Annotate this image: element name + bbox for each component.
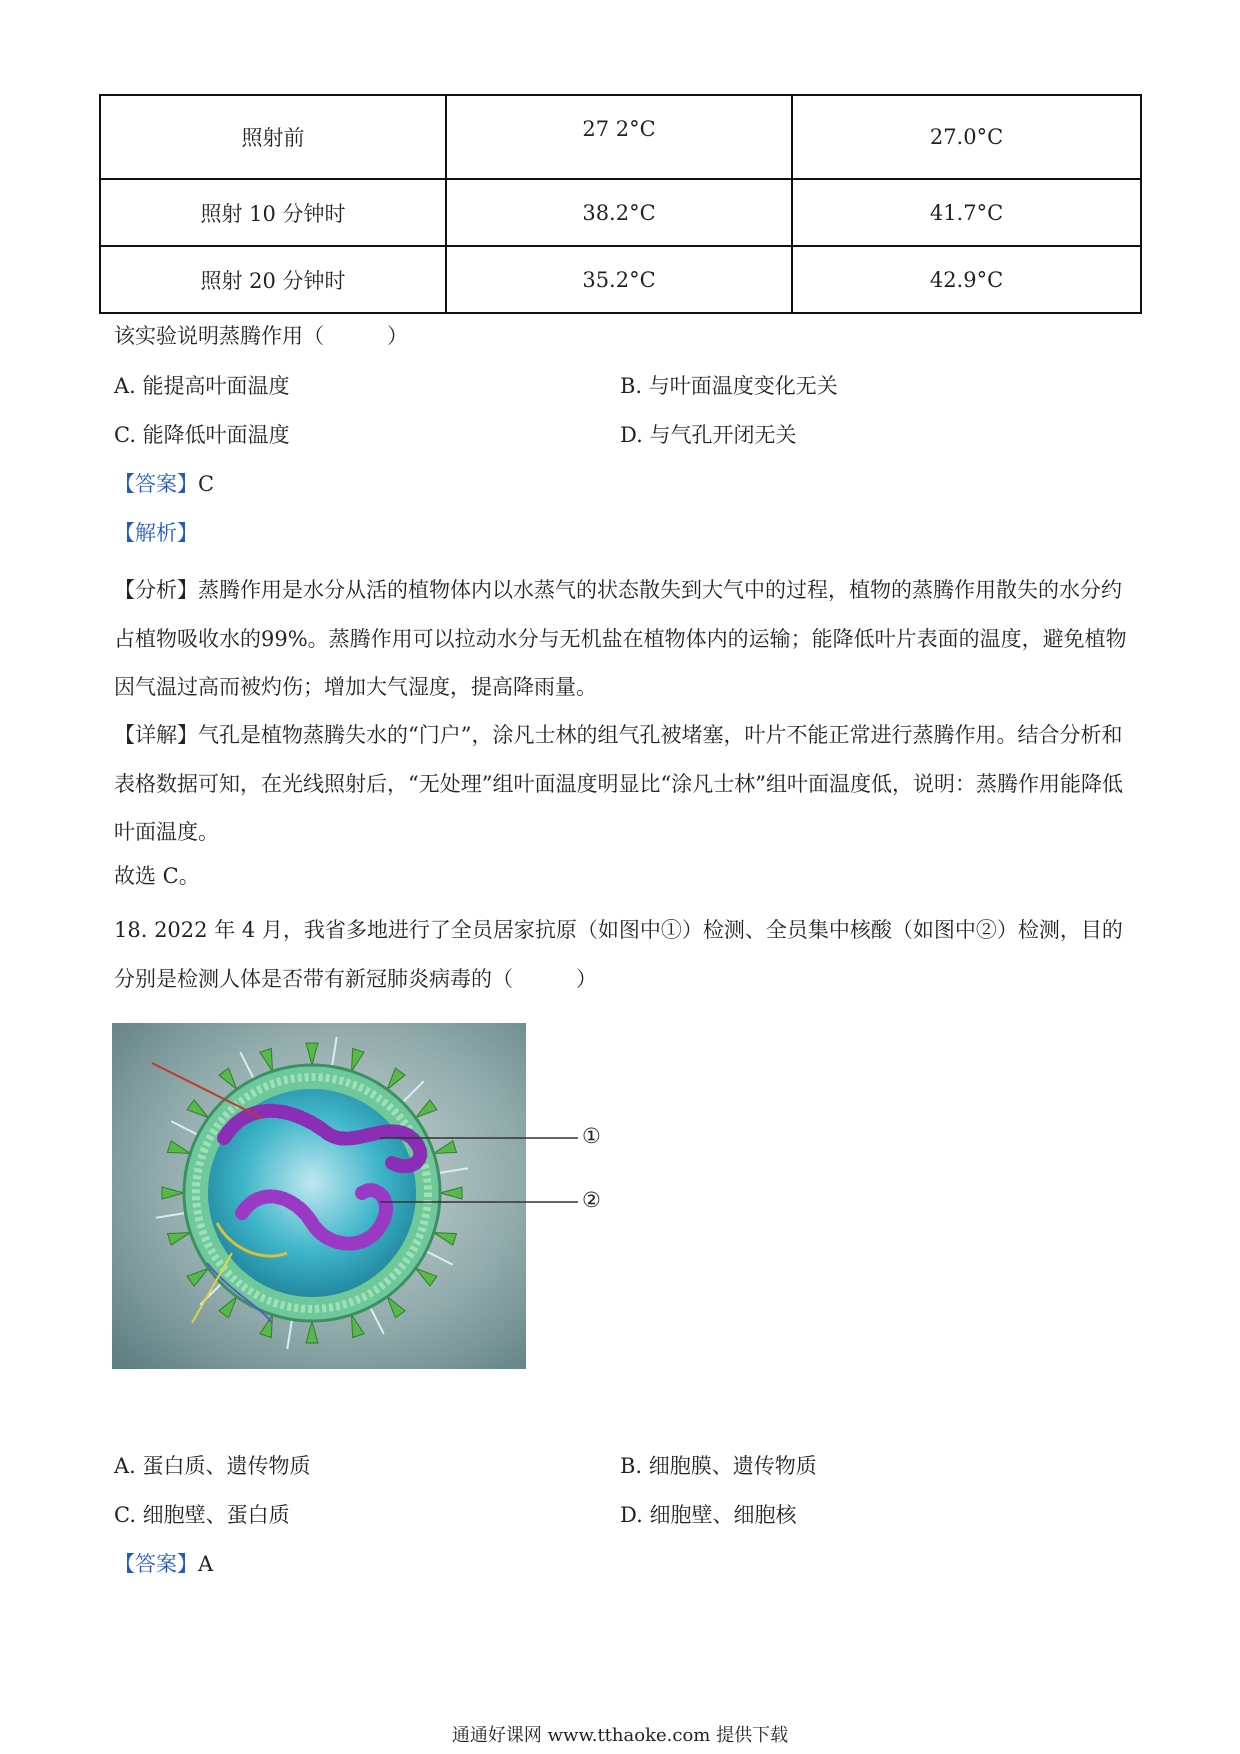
xiangjie-text: 气孔是植物蒸腾失水的“门户”，涂凡士林的组气孔被堵塞，叶片不能正常进行蒸腾作用。结合分析和表格数据可知，在光线照射后，“无处理”组叶面温度明显比“涂凡士林”组叶面温度低，说明：蒸腾作用能降低叶面温度。 — [114, 723, 1123, 844]
cell-value: 41.7°C — [792, 179, 1141, 246]
label-2: ② — [582, 1188, 601, 1212]
answer-value: C — [198, 472, 215, 496]
page-footer: 通通好课网 www.tthaoke.com 提供下载 — [451, 1725, 789, 1746]
option-a: A. 蛋白质、遗传物质 — [114, 1454, 311, 1478]
xiangjie-tag: 【详解】 — [114, 723, 198, 747]
question-18-stem: 18. 2022 年 4 月，我省多地进行了全员居家抗原（如图中①）检测、全员集中核酸（如图中②）检测，目的分别是检测人体是否带有新冠肺炎病毒的（ ） — [114, 918, 1123, 991]
cell-value: 35.2°C — [446, 246, 792, 313]
label-1: ① — [582, 1124, 601, 1148]
fenxi-tag: 【分析】 — [114, 578, 198, 602]
row-label: 照射 20 分钟时 — [100, 246, 446, 313]
option-c: C. 能降低叶面温度 — [114, 423, 290, 447]
row-label: 照射 10 分钟时 — [100, 179, 446, 246]
answer-line — [114, 1548, 213, 1578]
option-c: C. 细胞壁、蛋白质 — [114, 1503, 290, 1527]
row-label: 照射前 — [100, 95, 446, 179]
cell-value: 42.9°C — [792, 246, 1141, 313]
analysis-tag: 【解析】 — [114, 521, 198, 545]
question-stem: 该实验说明蒸腾作用（ ） — [114, 324, 408, 348]
answer-value: A — [198, 1552, 214, 1576]
answer-tag: 【答案】 — [114, 1552, 198, 1576]
option-d: D. 与气孔开闭无关 — [620, 423, 797, 447]
option-b: B. 与叶面温度变化无关 — [620, 374, 838, 398]
conclusion: 故选 C。 — [114, 864, 200, 888]
option-b: B. 细胞膜、遗传物质 — [620, 1454, 817, 1478]
option-d: D. 细胞壁、细胞核 — [620, 1503, 797, 1527]
option-a: A. 能提高叶面温度 — [114, 374, 290, 398]
cell-value: 27 2°C — [446, 95, 792, 179]
answer-tag: 【答案】 — [114, 472, 198, 496]
cell-value: 27.0°C — [792, 95, 1141, 179]
fenxi-text: 蒸腾作用是水分从活的植物体内以水蒸气的状态散失到大气中的过程，植物的蒸腾作用散失的水分约占植物吸收水的99%。蒸腾作用可以拉动水分与无机盐在植物体内的运输；能降低叶片表面的温度，避免植物因气温过高而被灼伤；增加大气湿度，提高降雨量。 — [114, 578, 1127, 699]
cell-value: 38.2°C — [446, 179, 792, 246]
